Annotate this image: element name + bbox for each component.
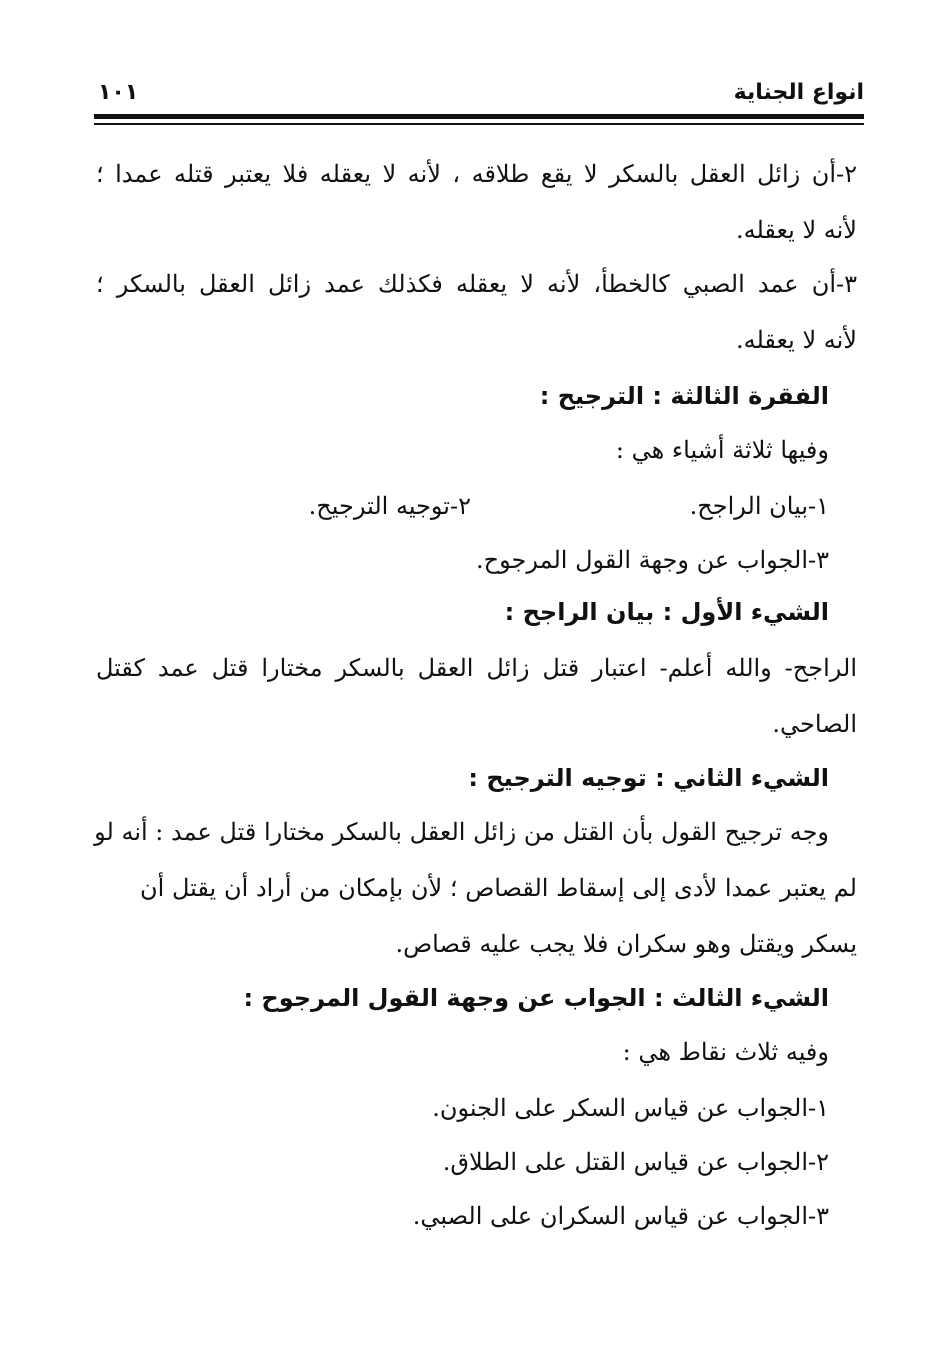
list-item: ٢-الجواب عن قياس القتل على الطلاق. — [442, 1148, 829, 1176]
list-item: ٣-الجواب عن قياس السكران على الصبي. — [412, 1202, 829, 1230]
page-header — [94, 80, 864, 116]
section-heading: الفقرة الثالثة : الترجيح : — [539, 382, 829, 410]
page-number: ١٠١ — [98, 80, 139, 105]
list-item: ١-الجواب عن قياس السكر على الجنون. — [432, 1094, 829, 1122]
running-title: انواع الجناية — [733, 80, 864, 105]
text-line: لم يعتبر عمدا لأدى إلى إسقاط القصاص ؛ لأن بإمكان من أراد أن يقتل أن — [140, 874, 857, 902]
text-line: وفيها ثلاثة أشياء هي : — [615, 436, 829, 464]
text-line: وفيه ثلاث نقاط هي : — [622, 1038, 829, 1066]
text-line: الصاحي. — [772, 710, 857, 738]
header-rule-thick — [94, 114, 864, 119]
text-line: وجه ترجيح القول بأن القتل من زائل العقل بالسكر مختارا قتل عمد : أنه لو — [94, 818, 829, 846]
text-line: لأنه لا يعقله. — [735, 326, 857, 354]
list-item: ١-بيان الراجح. — [689, 492, 829, 520]
text-line: يسكر ويقتل وهو سكران فلا يجب عليه قصاص. — [395, 930, 857, 958]
header-rule-thin — [94, 123, 864, 125]
subsection-heading: الشيء الثاني : توجيه الترجيح : — [468, 764, 829, 792]
text-line: ٢-أن زائل العقل بالسكر لا يقع طلاقه ، لأنه لا يعقله فلا يعتبر قتله عمدا ؛ — [96, 160, 857, 188]
text-line: الراجح- والله أعلم- اعتبار قتل زائل العقل بالسكر مختارا قتل عمد كقتل — [96, 654, 857, 682]
subsection-heading: الشيء الثالث : الجواب عن وجهة القول المرجوح : — [243, 984, 829, 1012]
list-item: ٢-توجيه الترجيح. — [308, 492, 471, 520]
text-line: لأنه لا يعقله. — [735, 216, 857, 244]
list-item: ٣-الجواب عن وجهة القول المرجوح. — [475, 546, 829, 574]
subsection-heading: الشيء الأول : بيان الراجح : — [504, 598, 829, 626]
text-line: ٣-أن عمد الصبي كالخطأ، لأنه لا يعقله فكذلك عمد زائل العقل بالسكر ؛ — [96, 270, 857, 298]
